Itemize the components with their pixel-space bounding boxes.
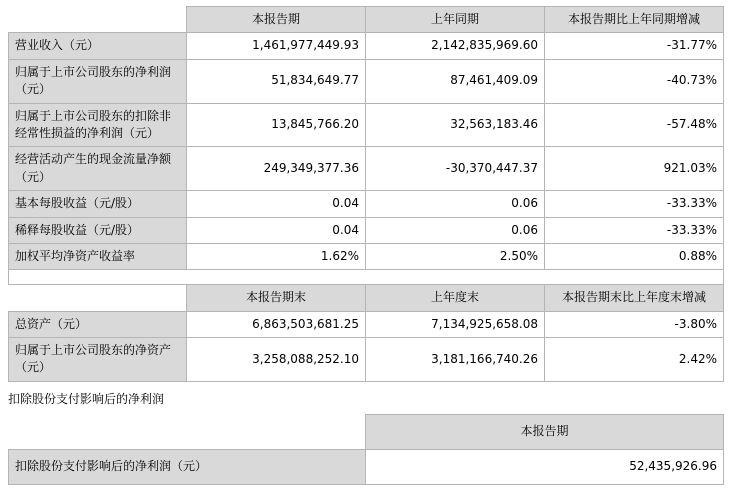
row-change-value: 2.42% [545,338,724,382]
row-label: 加权平均净资产收益率 [9,243,187,269]
row-label: 归属于上市公司股东的扣除非经常性损益的净利润（元） [9,103,187,147]
table-row [9,311,724,337]
table-row [9,103,724,147]
table-row [9,338,724,382]
header2-previous-year-end: 上年度末 [366,285,545,311]
table-header-row [9,415,724,450]
row-value: 52,435,926.96 [366,450,724,485]
gap-cell [366,270,545,285]
row-current-value: 249,349,377.36 [187,147,366,191]
header2-change: 本报告期末比上年度末增减 [545,285,724,311]
table-row [9,33,724,59]
table-header-row [9,7,724,33]
row-change-value: -57.48% [545,103,724,147]
row-change-value: -31.77% [545,33,724,59]
row-current-value: 51,834,649.77 [187,59,366,103]
row-previous-value: 3,181,166,740.26 [366,338,545,382]
table-section-gap [9,270,724,285]
row-change-value: 0.88% [545,243,724,269]
table-row [9,217,724,243]
header-blank-cell [9,7,187,33]
row-label: 归属于上市公司股东的净利润（元） [9,59,187,103]
row-previous-value: 2,142,835,969.60 [366,33,545,59]
row-previous-value: 7,134,925,658.08 [366,311,545,337]
row-label: 扣除股份支付影响后的净利润（元） [9,450,366,485]
row-label: 基本每股收益（元/股） [9,191,187,217]
financial-summary-table [8,6,724,382]
row-previous-value: 0.06 [366,191,545,217]
table-row [9,243,724,269]
header2-blank-cell [9,285,187,311]
header2-current-period-end: 本报告期末 [187,285,366,311]
header-change: 本报告期比上年同期增减 [545,7,724,33]
row-previous-value: 2.50% [366,243,545,269]
row-change-value: -3.80% [545,311,724,337]
row-label: 经营活动产生的现金流量净额（元） [9,147,187,191]
row-change-value: -33.33% [545,217,724,243]
row-change-value: 921.03% [545,147,724,191]
row-current-value: 0.04 [187,217,366,243]
row-previous-value: 0.06 [366,217,545,243]
header-blank-cell [9,415,366,450]
row-current-value: 13,845,766.20 [187,103,366,147]
row-current-value: 3,258,088,252.10 [187,338,366,382]
row-label: 总资产（元） [9,311,187,337]
adjusted-profit-table [8,414,724,485]
header-current-period: 本报告期 [187,7,366,33]
table-header-row-2 [9,285,724,311]
row-change-value: -40.73% [545,59,724,103]
row-current-value: 6,863,503,681.25 [187,311,366,337]
table-row [9,59,724,103]
header-previous-period: 上年同期 [366,7,545,33]
gap-cell [187,270,366,285]
row-label: 营业收入（元） [9,33,187,59]
section-note: 扣除股份支付影响后的净利润 [8,392,165,406]
table-row [9,147,724,191]
row-previous-value: 87,461,409.09 [366,59,545,103]
gap-cell [545,270,724,285]
row-previous-value: 32,563,183.46 [366,103,545,147]
row-label: 归属于上市公司股东的净资产（元） [9,338,187,382]
table-row [9,450,724,485]
gap-cell [9,270,187,285]
table-row [9,191,724,217]
row-current-value: 0.04 [187,191,366,217]
row-current-value: 1,461,977,449.93 [187,33,366,59]
row-label: 稀释每股收益（元/股） [9,217,187,243]
row-change-value: -33.33% [545,191,724,217]
row-current-value: 1.62% [187,243,366,269]
row-previous-value: -30,370,447.37 [366,147,545,191]
header-current-period: 本报告期 [366,415,724,450]
